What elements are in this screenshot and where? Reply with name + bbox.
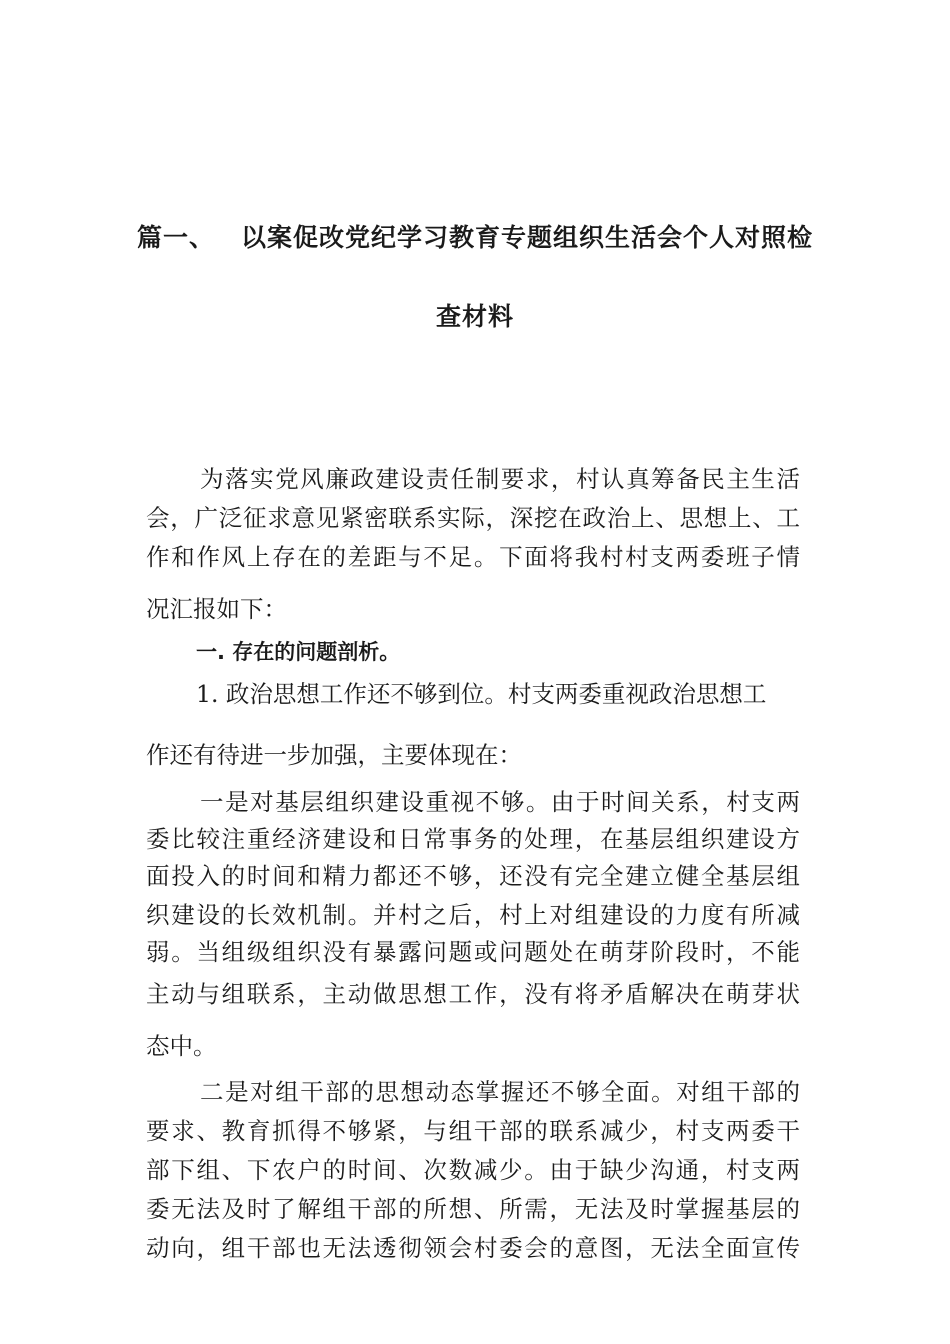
paragraph-line: 主动与组联系，主动做思想工作，没有将矛盾解决在萌芽状 [146,980,800,1008]
intro-line: 为落实党风廉政建设责任制要求，村认真筹备民主生活 [200,465,800,493]
paragraph-line: 委无法及时了解组干部的所想、所需，无法及时掌握基层的 [146,1195,800,1223]
title-prefix: 篇一、 [136,223,215,252]
document-title-line-2: 查材料 [435,302,514,331]
paragraph-line: 一是对基层组织建设重视不够。由于时间关系，村支两 [200,788,800,816]
document-title-line-1 [0,218,950,254]
paragraph-line: 动向，组干部也无法透彻领会村委会的意图，无法全面宣传 [146,1234,800,1262]
section-heading: 一. 存在的问题剖析。 [196,640,401,664]
intro-line: 况汇报如下： [146,595,287,623]
paragraph-line: 二是对组干部的思想动态掌握还不够全面。对组干部的 [200,1078,800,1106]
paragraph-line: 部下组、下农户的时间、次数减少。由于缺少沟通，村支两 [146,1156,800,1184]
paragraph-line: 织建设的长效机制。并村之后，村上对组建设的力度有所减 [146,901,800,929]
paragraph-line: 面投入的时间和精力都还不够，还没有完全建立健全基层组 [146,862,800,890]
point-line: 1. 政治思想工作还不够到位。村支两委重视政治思想工 [196,680,767,708]
title-text: 以案促改党纪学习教育专题组织生活会个人对照检 [241,223,814,252]
paragraph-line: 委比较注重经济建设和日常事务的处理，在基层组织建设方 [146,825,800,853]
paragraph-line: 弱。当组级组织没有暴露问题或问题处在萌芽阶段时，不能 [146,938,800,966]
paragraph-line: 态中。 [146,1032,217,1060]
intro-line: 作和作风上存在的差距与不足。下面将我村村支两委班子情 [146,543,800,571]
paragraph-line: 要求、教育抓得不够紧，与组干部的联系减少，村支两委干 [146,1117,800,1145]
intro-line: 会，广泛征求意见紧密联系实际，深挖在政治上、思想上、工 [146,504,800,532]
point-line: 作还有待进一步加强，主要体现在： [146,741,522,769]
